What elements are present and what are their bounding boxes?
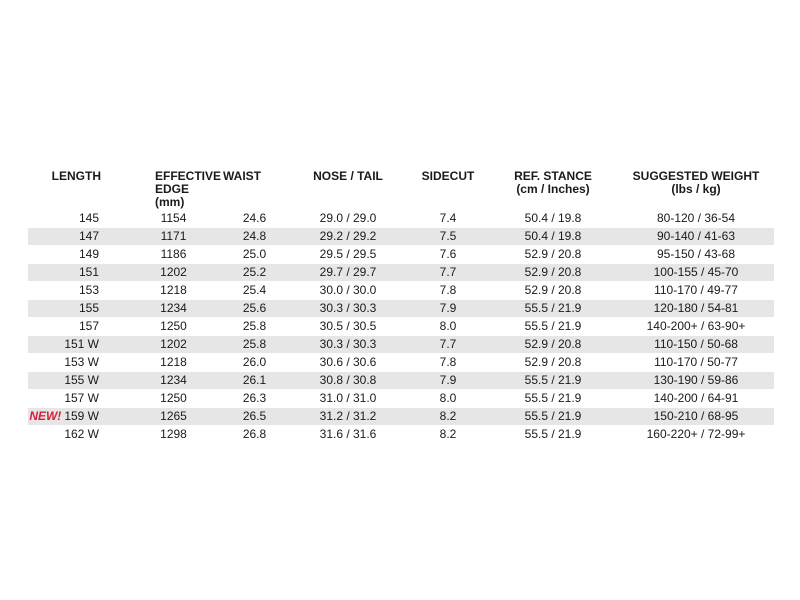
length-value: 153 xyxy=(78,283,99,297)
edge-cell: 1234 xyxy=(126,300,221,318)
suggested-weight-cell: 110-170 / 49-77 xyxy=(618,282,774,300)
nose-tail-cell: 31.2 / 31.2 xyxy=(288,408,408,426)
suggested-weight-cell: 160-220+ / 72-99+ xyxy=(618,426,774,444)
table-row xyxy=(28,336,774,354)
nose-tail-cell: 30.0 / 30.0 xyxy=(288,282,408,300)
ref-stance-cell: 55.5 / 21.9 xyxy=(488,372,618,390)
suggested-weight-cell: 120-180 / 54-81 xyxy=(618,300,774,318)
length-cell xyxy=(28,300,126,318)
sidecut-cell: 8.2 xyxy=(408,426,488,444)
table-row xyxy=(28,210,774,228)
length-cell xyxy=(28,390,126,408)
length-cell xyxy=(28,372,126,390)
sidecut-cell: 8.2 xyxy=(408,408,488,426)
suggested-weight-cell: 110-170 / 50-77 xyxy=(618,354,774,372)
ref-stance-cell: 50.4 / 19.8 xyxy=(524,211,582,225)
nose-tail-cell: 30.6 / 30.6 xyxy=(288,354,408,372)
sidecut-cell: 7.6 xyxy=(408,246,488,264)
length-cell xyxy=(28,408,126,426)
suggested-weight-cell: 150-210 / 68-95 xyxy=(618,408,774,426)
length-value: 151 xyxy=(78,265,99,279)
sidecut-cell: 7.9 xyxy=(408,372,488,390)
waist-cell: 26.0 xyxy=(221,354,288,372)
waist-cell: 26.5 xyxy=(221,408,288,426)
sidecut-cell: 7.8 xyxy=(408,354,488,372)
ref-stance-cell: 52.9 / 20.8 xyxy=(488,282,618,300)
sidecut-cell: 8.0 xyxy=(408,390,488,408)
new-badge: NEW! xyxy=(29,409,62,423)
edge-cell: 1250 xyxy=(126,390,221,408)
length-value: 155 xyxy=(78,301,99,315)
size-spec-table xyxy=(28,170,774,443)
edge-cell: 1186 xyxy=(126,246,221,264)
length-cell xyxy=(28,228,126,246)
table-row xyxy=(28,246,774,264)
ref-stance-cell: 55.5 / 21.9 xyxy=(488,300,618,318)
sidecut-cell: 7.4 xyxy=(439,211,457,225)
waist-cell: 25.2 xyxy=(221,264,288,282)
table-row xyxy=(28,372,774,390)
nose-tail-cell: 29.2 / 29.2 xyxy=(288,228,408,246)
sidecut-cell: 7.8 xyxy=(408,282,488,300)
ref-stance-cell: 52.9 / 20.8 xyxy=(488,246,618,264)
edge-cell: 1218 xyxy=(126,354,221,372)
header-suggested-weight: SUGGESTED WEIGHT (lbs / kg) xyxy=(632,169,760,196)
length-value: 155 W xyxy=(64,373,99,387)
length-value: 151 W xyxy=(64,337,99,351)
ref-stance-cell: 52.9 / 20.8 xyxy=(488,336,618,354)
waist-cell: 26.8 xyxy=(221,426,288,444)
length-value: 149 xyxy=(78,247,99,261)
length-value: 157 W xyxy=(64,391,99,405)
length-value: 159 W xyxy=(64,409,99,423)
waist-cell: 25.4 xyxy=(221,282,288,300)
suggested-weight-cell: 130-190 / 59-86 xyxy=(618,372,774,390)
nose-tail-cell: 30.5 / 30.5 xyxy=(288,318,408,336)
length-value: 147 xyxy=(78,229,99,243)
nose-tail-cell: 29.5 / 29.5 xyxy=(288,246,408,264)
length-value: 162 W xyxy=(64,427,99,441)
edge-cell: 1265 xyxy=(126,408,221,426)
sidecut-cell: 7.5 xyxy=(408,228,488,246)
nose-tail-cell: 31.6 / 31.6 xyxy=(288,426,408,444)
waist-cell: 25.8 xyxy=(221,318,288,336)
length-cell xyxy=(28,282,126,300)
header-length: LENGTH xyxy=(51,169,101,183)
nose-tail-cell: 31.0 / 31.0 xyxy=(288,390,408,408)
suggested-weight-cell: 90-140 / 41-63 xyxy=(618,228,774,246)
header-row xyxy=(28,170,774,210)
suggested-weight-cell: 80-120 / 36-54 xyxy=(656,211,736,225)
nose-tail-cell: 30.3 / 30.3 xyxy=(288,300,408,318)
length-value: 153 W xyxy=(64,355,99,369)
edge-cell: 1250 xyxy=(126,318,221,336)
length-value: 145 xyxy=(78,211,99,225)
edge-cell: 1154 xyxy=(160,211,187,225)
nose-tail-cell: 30.3 / 30.3 xyxy=(288,336,408,354)
suggested-weight-cell: 140-200+ / 63-90+ xyxy=(618,318,774,336)
header-effective-edge: EFFECTIVE EDGE (mm) xyxy=(155,169,222,209)
table-row xyxy=(28,282,774,300)
table-row xyxy=(28,426,774,444)
nose-tail-cell: 30.8 / 30.8 xyxy=(288,372,408,390)
suggested-weight-cell: 100-155 / 45-70 xyxy=(618,264,774,282)
table-row xyxy=(28,318,774,336)
header-waist: WAIST xyxy=(223,169,261,183)
waist-cell: 26.1 xyxy=(221,372,288,390)
edge-cell: 1202 xyxy=(126,264,221,282)
sidecut-cell: 7.7 xyxy=(408,336,488,354)
length-cell xyxy=(28,354,126,372)
table-row xyxy=(28,228,774,246)
header-nose-tail: NOSE / TAIL xyxy=(313,169,383,183)
table-row xyxy=(28,354,774,372)
ref-stance-cell: 55.5 / 21.9 xyxy=(488,390,618,408)
edge-cell: 1298 xyxy=(126,426,221,444)
ref-stance-cell: 55.5 / 21.9 xyxy=(488,408,618,426)
waist-cell: 26.3 xyxy=(221,390,288,408)
header-sidecut: SIDECUT xyxy=(421,169,475,183)
length-value: 157 xyxy=(78,319,99,333)
waist-cell: 24.8 xyxy=(221,228,288,246)
ref-stance-cell: 55.5 / 21.9 xyxy=(488,426,618,444)
length-cell xyxy=(28,210,126,228)
edge-cell: 1218 xyxy=(126,282,221,300)
length-cell xyxy=(28,246,126,264)
ref-stance-cell: 52.9 / 20.8 xyxy=(488,264,618,282)
ref-stance-cell: 52.9 / 20.8 xyxy=(488,354,618,372)
sidecut-cell: 7.9 xyxy=(408,300,488,318)
nose-tail-cell: 29.0 / 29.0 xyxy=(319,211,377,225)
suggested-weight-cell: 110-150 / 50-68 xyxy=(618,336,774,354)
length-cell xyxy=(28,264,126,282)
waist-cell: 25.8 xyxy=(221,336,288,354)
waist-cell: 25.6 xyxy=(221,300,288,318)
edge-cell: 1234 xyxy=(126,372,221,390)
sidecut-cell: 7.7 xyxy=(408,264,488,282)
ref-stance-cell: 50.4 / 19.8 xyxy=(488,228,618,246)
waist-cell: 24.6 xyxy=(242,211,267,225)
length-cell xyxy=(28,336,126,354)
edge-cell: 1171 xyxy=(126,228,221,246)
table-row xyxy=(28,408,774,426)
length-cell xyxy=(28,318,126,336)
table-row xyxy=(28,300,774,318)
waist-cell: 25.0 xyxy=(221,246,288,264)
sidecut-cell: 8.0 xyxy=(408,318,488,336)
header-ref-stance: REF. STANCE (cm / Inches) xyxy=(514,169,592,196)
length-cell xyxy=(28,426,126,444)
ref-stance-cell: 55.5 / 21.9 xyxy=(488,318,618,336)
spec-table-body xyxy=(28,210,774,443)
suggested-weight-cell: 95-150 / 43-68 xyxy=(618,246,774,264)
edge-cell: 1202 xyxy=(126,336,221,354)
suggested-weight-cell: 140-200 / 64-91 xyxy=(618,390,774,408)
table-row xyxy=(28,264,774,282)
table-row xyxy=(28,390,774,408)
nose-tail-cell: 29.7 / 29.7 xyxy=(288,264,408,282)
